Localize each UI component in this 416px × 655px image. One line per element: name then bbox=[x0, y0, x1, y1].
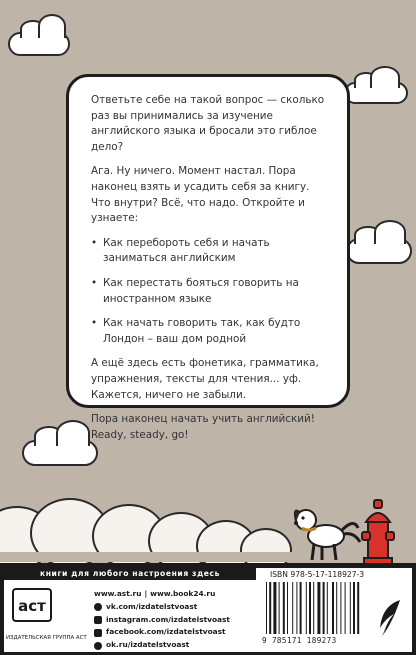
ok-link-row[interactable] bbox=[94, 639, 264, 652]
feature-item: • Как начать говорить так, как будто Лондон – ваш дом родной bbox=[91, 316, 327, 347]
cloud-illustration bbox=[346, 238, 412, 264]
isbn-number: ISBN 978-5-17-118927-3 bbox=[270, 570, 365, 579]
cloud-illustration bbox=[344, 82, 408, 104]
instagram-link-row[interactable] bbox=[94, 614, 264, 627]
publisher-name: ИЗДАТЕЛЬСКАЯ ГРУППА АСТ bbox=[6, 635, 87, 641]
feature-list bbox=[91, 236, 327, 348]
barcode-icon bbox=[264, 582, 362, 640]
facebook-icon bbox=[94, 629, 102, 637]
intro-answer: Ага. Ну ничего. Момент настал. Пора наконец взять и усадить себя за книгу. Что внутри? Всё, что надо. Откройте и узнаете: bbox=[91, 165, 310, 225]
quill-logo-icon bbox=[374, 598, 404, 638]
facebook-link-row[interactable] bbox=[94, 626, 264, 639]
dog-and-hydrant-illustration bbox=[288, 492, 398, 564]
vk-link-row[interactable] bbox=[94, 601, 264, 614]
feature-item: • Как перебороть себя и начать заниматься английским bbox=[91, 236, 327, 267]
website-link-book24[interactable]: www.book24.ru bbox=[150, 589, 216, 598]
publisher-tagline: книги для любого настроения здесь bbox=[4, 568, 256, 580]
vk-icon bbox=[94, 603, 102, 611]
facebook-link[interactable]: facebook.com/izdatelstvoast bbox=[106, 627, 226, 637]
intro-question: Ответьте себе на такой вопрос — сколько раз вы принимались за изучение английского языка и бросали это гиблое дело? bbox=[91, 94, 325, 153]
website-link-ast[interactable]: www.ast.ru bbox=[94, 589, 142, 598]
description-card bbox=[66, 74, 350, 441]
call-to-action-text: Пора наконец начать учить английский! Ready, steady, go! bbox=[91, 413, 315, 441]
cloud-illustration bbox=[8, 32, 70, 56]
fire-hydrant-icon bbox=[362, 500, 394, 564]
ok-link[interactable]: ok.ru/izdatelstvoast bbox=[106, 640, 190, 650]
instagram-link[interactable]: instagram.com/izdatelstvoast bbox=[106, 614, 230, 624]
logo-text: аст bbox=[18, 597, 46, 615]
ok-icon bbox=[94, 642, 102, 650]
barcode-digits: 9 785171 189273 bbox=[262, 636, 337, 645]
feature-item: • Как перестать бояться говорить на иностранном языке bbox=[91, 276, 327, 307]
vk-link[interactable]: vk.com/izdatelstvoast bbox=[106, 601, 198, 611]
extra-content-text: А ещё здесь есть фонетика, грамматика, упражнения, тексты для чтения... уф. Кажется, ничего не забыли. bbox=[91, 357, 319, 401]
publisher-contacts bbox=[94, 588, 264, 652]
instagram-icon bbox=[94, 616, 102, 624]
cloud-illustration bbox=[22, 440, 98, 466]
link-separator: | bbox=[144, 589, 148, 598]
website-links bbox=[94, 588, 264, 601]
dog-icon bbox=[294, 510, 360, 560]
publisher-logo-icon bbox=[12, 588, 52, 622]
